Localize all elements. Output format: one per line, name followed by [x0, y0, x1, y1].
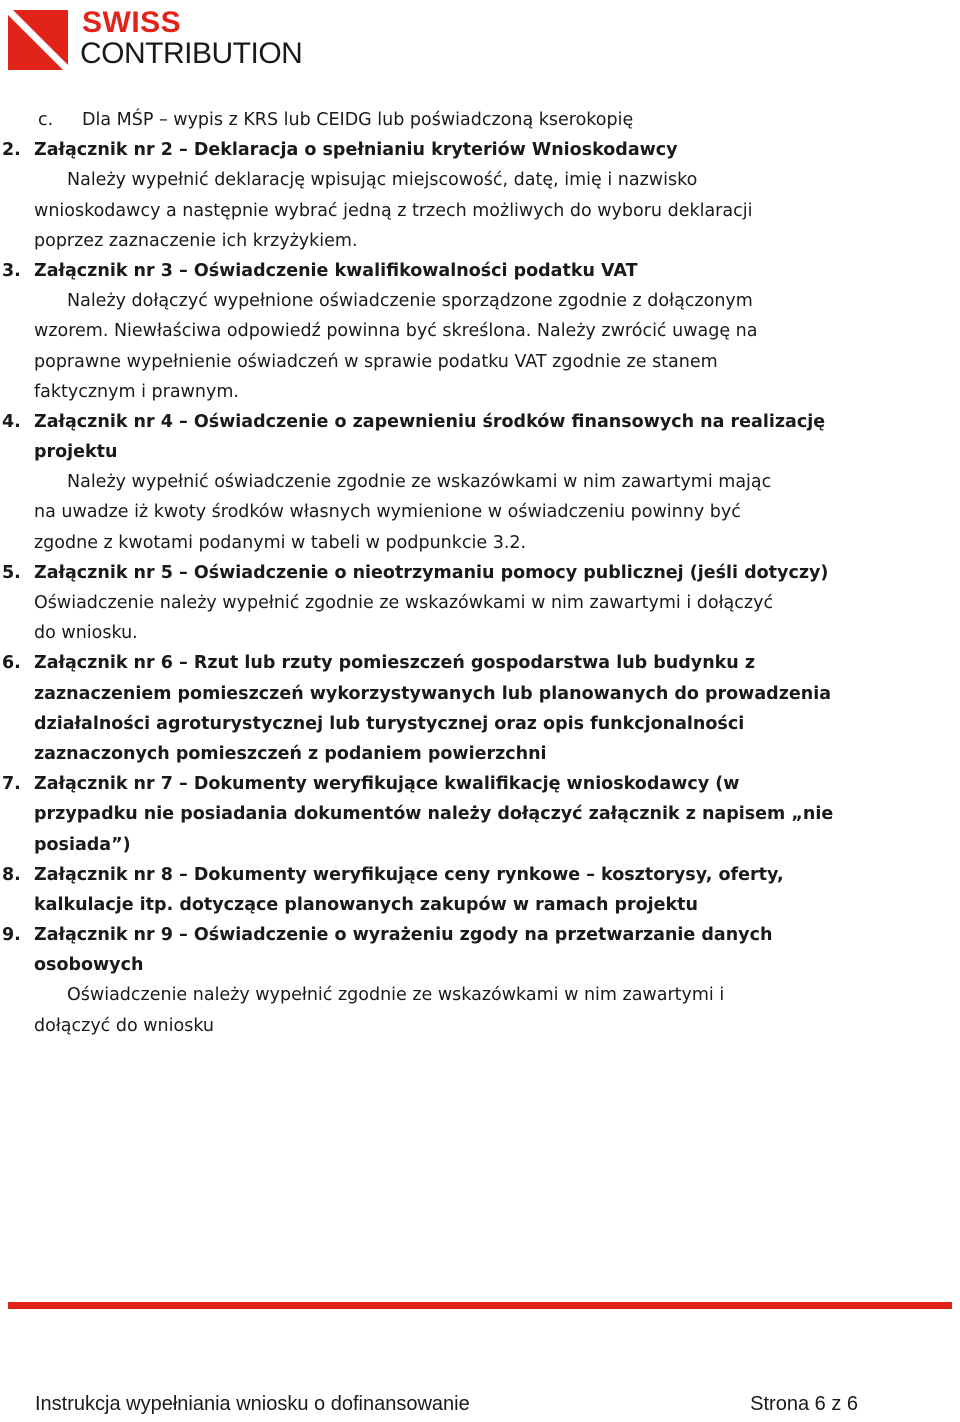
line-text: przypadku nie posiadania dokumentów należy dołączyć załącznik z napisem „nie	[34, 804, 834, 825]
list-item-heading	[0, 648, 960, 678]
paragraph-line	[0, 497, 960, 527]
line-text: Załącznik nr 7 – Dokumenty weryfikujące kwalifikację wnioskodawcy (w	[34, 774, 740, 795]
list-number: 6.	[2, 653, 21, 674]
list-number: 8.	[2, 864, 21, 885]
line-text: wzorem. Niewłaściwa odpowiedź powinna być skreślona. Należy zwrócić uwagę na	[34, 321, 758, 342]
line-text: Załącznik nr 2 – Deklaracja o spełnianiu kryteriów Wnioskodawcy	[34, 140, 678, 161]
line-text: Załącznik nr 8 – Dokumenty weryfikujące ceny rynkowe – kosztorysy, oferty,	[34, 864, 784, 885]
logo-mark-icon	[8, 10, 68, 70]
logo-word-swiss: SWISS	[82, 6, 182, 39]
paragraph-line	[0, 377, 960, 407]
list-item-heading	[0, 135, 960, 165]
list-item-heading	[0, 860, 960, 890]
line-text: Należy wypełnić deklarację wpisując miejscowość, datę, imię i nazwisko	[67, 170, 698, 191]
line-text: osobowych	[34, 955, 144, 976]
list-number: 4.	[2, 411, 21, 432]
list-item-heading	[0, 407, 960, 437]
list-number: 7.	[2, 774, 21, 795]
paragraph-line	[0, 618, 960, 648]
line-text: wnioskodawcy a następnie wybrać jedną z trzech możliwych do wyboru deklaracji	[34, 200, 753, 221]
line-text: Załącznik nr 5 – Oświadczenie o nieotrzymaniu pomocy publicznej (jeśli dotyczy)	[34, 562, 829, 583]
line-text: Załącznik nr 9 – Oświadczenie o wyrażeniu zgody na przetwarzanie danych	[34, 925, 773, 946]
paragraph-line	[0, 528, 960, 558]
paragraph-line	[0, 950, 960, 980]
line-text: Załącznik nr 4 – Oświadczenie o zapewnieniu środków finansowych na realizację	[34, 411, 826, 432]
paragraph-line	[0, 1011, 960, 1041]
paragraph-line	[0, 347, 960, 377]
paragraph-line	[0, 830, 960, 860]
list-number: c.	[38, 110, 54, 130]
paragraph-line	[0, 709, 960, 739]
list-number: 2.	[2, 140, 21, 161]
footer-page-number: Strona 6 z 6	[750, 1393, 858, 1415]
paragraph-line	[0, 165, 960, 195]
footer-divider	[8, 1302, 952, 1309]
document-body	[0, 105, 960, 1041]
line-text: zaznaczeniem pomieszczeń wykorzystywanych lub planowanych do prowadzenia	[34, 683, 832, 704]
line-text: Należy dołączyć wypełnione oświadczenie sporządzone zgodnie z dołączonym	[67, 291, 753, 312]
paragraph-line	[0, 316, 960, 346]
line-text: Należy wypełnić oświadczenie zgodnie ze wskazówkami w nim zawartymi mając	[67, 472, 772, 493]
line-text: Oświadczenie należy wypełnić zgodnie ze wskazówkami w nim zawartymi i	[67, 985, 725, 1006]
line-text: Dla MŚP – wypis z KRS lub CEIDG lub poświadczoną kserokopię	[82, 110, 634, 130]
list-item-heading	[0, 558, 960, 588]
list-item-heading	[0, 105, 960, 135]
paragraph-line	[0, 467, 960, 497]
line-text: Załącznik nr 6 – Rzut lub rzuty pomieszczeń gospodarstwa lub budynku z	[34, 653, 756, 674]
paragraph-line	[0, 799, 960, 829]
line-text: na uwadze iż kwoty środków własnych wymienione w oświadczeniu powinny być	[34, 502, 741, 523]
line-text: do wniosku.	[34, 623, 138, 644]
line-text: kalkulacje itp. dotyczące planowanych zakupów w ramach projektu	[34, 894, 699, 915]
page-footer	[0, 1393, 960, 1421]
paragraph-line	[0, 226, 960, 256]
paragraph-line	[0, 739, 960, 769]
list-number: 9.	[2, 925, 21, 946]
list-number: 5.	[2, 562, 21, 583]
line-text: dołączyć do wniosku	[34, 1015, 215, 1036]
list-item-heading	[0, 256, 960, 286]
logo-word-contribution: CONTRIBUTION	[80, 37, 303, 70]
line-text: działalności agroturystycznej lub turystycznej oraz opis funkcjonalności	[34, 713, 745, 734]
list-item-heading	[0, 920, 960, 950]
line-text: Załącznik nr 3 – Oświadczenie kwalifikowalności podatku VAT	[34, 260, 638, 281]
line-text: poprawne wypełnienie oświadczeń w sprawie podatku VAT zgodnie ze stanem	[34, 351, 718, 372]
footer-document-title: Instrukcja wypełniania wniosku o dofinansowanie	[35, 1393, 470, 1415]
line-text: faktycznym i prawnym.	[34, 381, 239, 402]
line-text: zaznaczonych pomieszczeń z podaniem powierzchni	[34, 743, 547, 764]
line-text: zgodne z kwotami podanymi w tabeli w podpunkcie 3.2.	[34, 532, 527, 553]
paragraph-line	[0, 980, 960, 1010]
line-text: poprzez zaznaczenie ich krzyżykiem.	[34, 230, 358, 251]
list-number: 3.	[2, 260, 21, 281]
line-text: Oświadczenie należy wypełnić zgodnie ze wskazówkami w nim zawartymi i dołączyć	[34, 593, 774, 613]
paragraph-line	[0, 437, 960, 467]
paragraph-line	[0, 286, 960, 316]
paragraph-line	[0, 196, 960, 226]
line-text: projektu	[34, 442, 118, 463]
paragraph-line	[0, 679, 960, 709]
list-item-heading	[0, 769, 960, 799]
paragraph-line	[0, 588, 960, 618]
line-text: posiada”)	[34, 834, 131, 855]
paragraph-line	[0, 890, 960, 920]
